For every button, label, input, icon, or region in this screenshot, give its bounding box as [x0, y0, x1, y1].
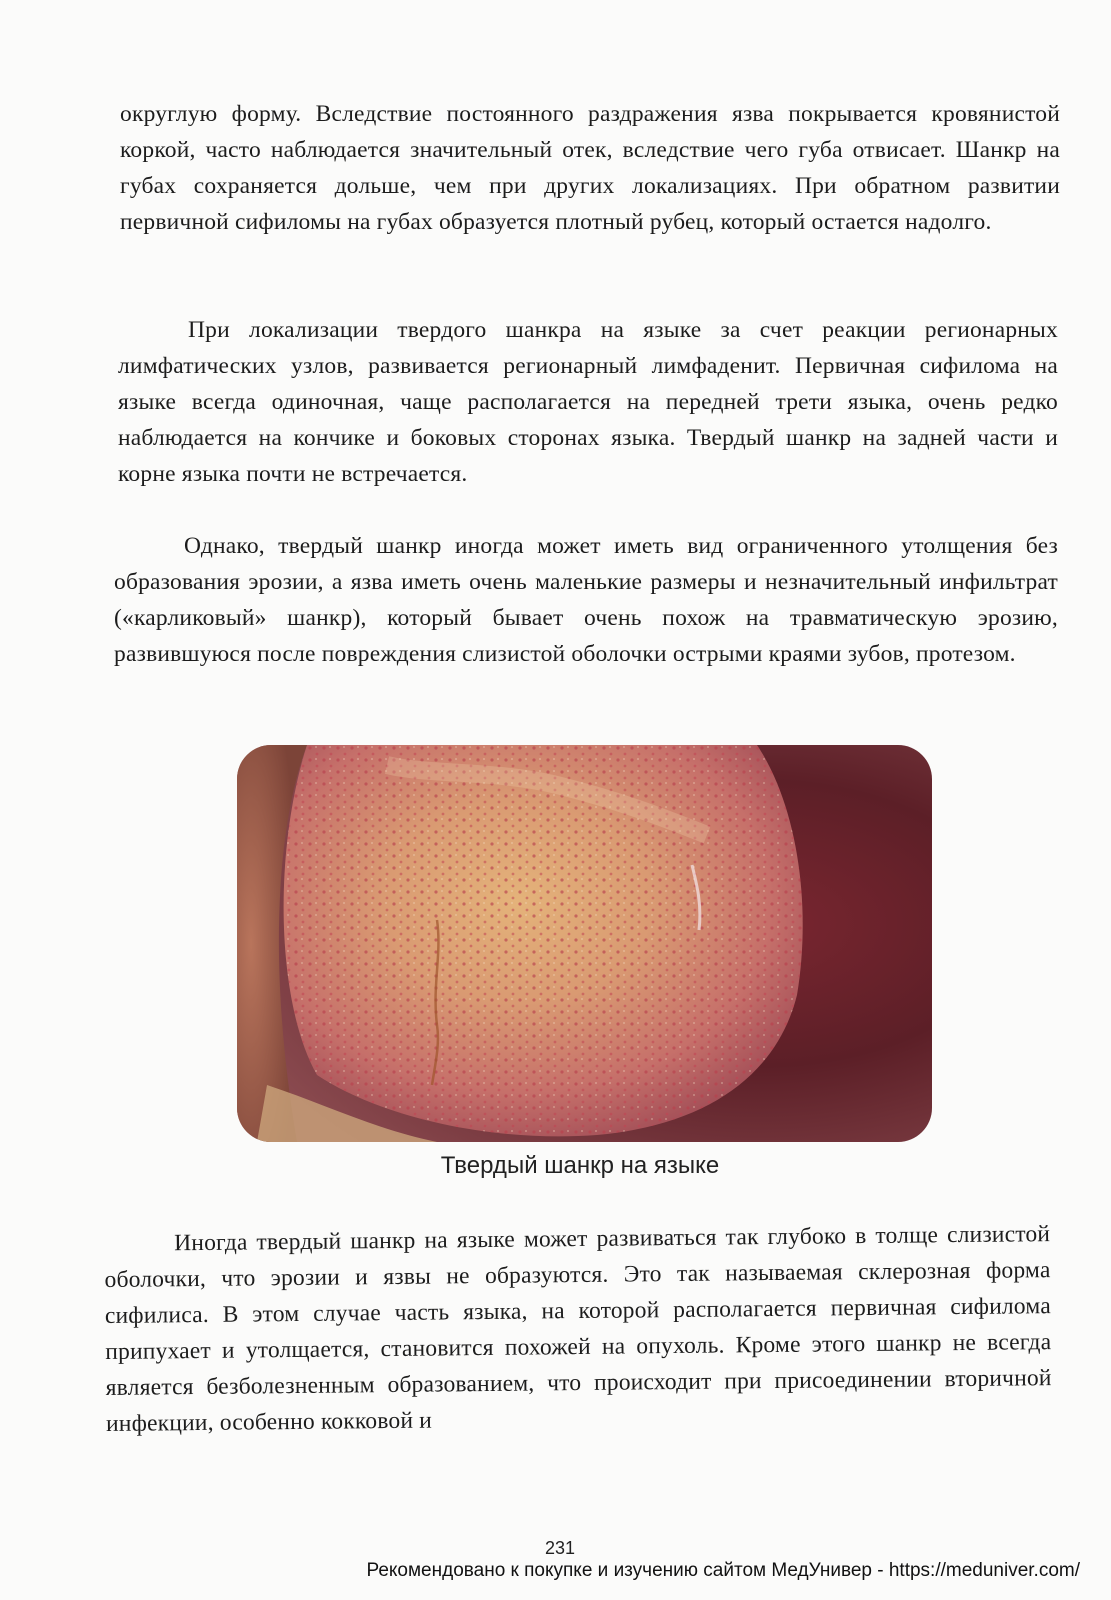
tongue-chancre-photo — [237, 745, 932, 1142]
page-number: 231 — [544, 1538, 576, 1558]
paragraph-4: Иногда твердый шанкр на языке может развиваться так глубоко в толще слизистой оболочки, что эрозии и язвы не образуются. Это так называемая склерозная форма сифилиса. В этом случае часть языка, на которой располагается первичная сифилома припухает и утолщается, становится похожей на опухоль. Кроме этого шанкр не всегда является безболезненным образованием, что происходит при присоединении вторичной инфекции, особенно кокковой и — [104, 1221, 1052, 1437]
paragraph-1: округлую форму. Вследствие постоянного раздражения язва покрывается кровянистой коркой, часто наблюдается значительный отек, вследствие чего губа отвисает. Шанкр на губах сохраняется дольше, чем при других локализациях. При обратном развитии первичной сифиломы на губах образуется плотный рубец, который остается надолго. — [120, 101, 1060, 235]
paragraph-3: Однако, твердый шанкр иногда может иметь вид ограниченного утолщения без образования эрозии, а язва иметь очень маленькие размеры и незначительный инфильтрат («карликовый» шанкр), который бывает очень похож на травматическую эрозию, развившуюся после повреждения слизистой оболочки острыми краями зубов, протезом. — [114, 533, 1058, 667]
paragraph-2: При локализации твердого шанкра на языке за счет реакции регионарных лимфатических узлов, развивается регионарный лимфаденит. Первичная сифилома на языке всегда одиночная, чаще располагается на передней трети языка, очень редко наблюдается на кончике и боковых сторонах языка. Твердый шанкр на задней части и корне языка почти не встречается. — [118, 317, 1058, 487]
figure-caption: Твердый шанкр на языке — [440, 1152, 720, 1179]
footer-recommendation: Рекомендовано к покупке и изучению сайтом МедУнивер - https://meduniver.com/ — [366, 1560, 1080, 1581]
